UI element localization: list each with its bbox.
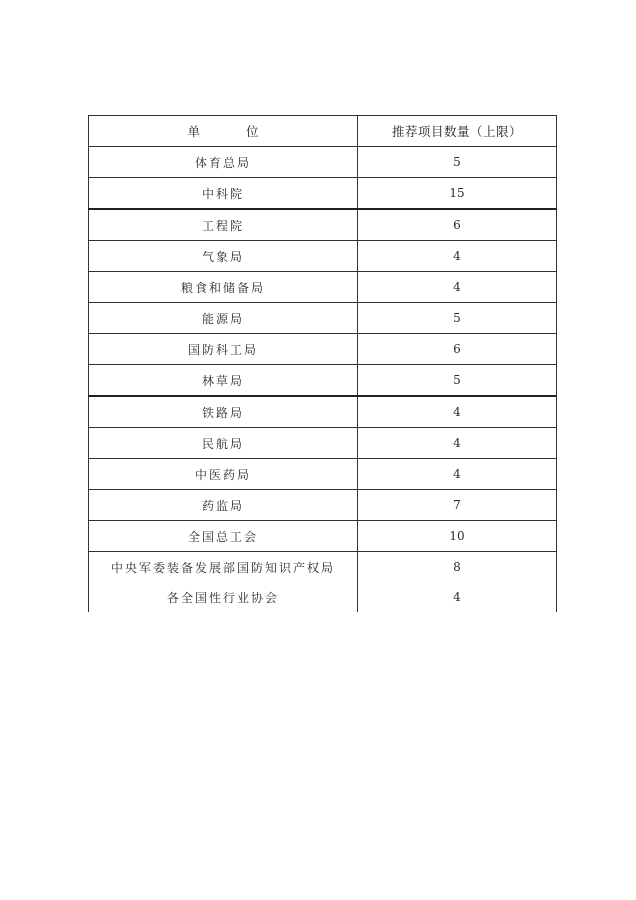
cell-count: 4 [358, 272, 557, 303]
cell-count: 5 [358, 147, 557, 178]
table-row [89, 396, 557, 428]
cell-unit: 全国总工会 [89, 521, 358, 552]
cell-unit: 中医药局 [89, 459, 358, 490]
cell-unit: 工程院 [89, 209, 358, 241]
header-count: 推荐项目数量（上限） [358, 116, 557, 147]
header-unit [89, 116, 358, 147]
cell-unit: 体育总局 [89, 147, 358, 178]
cell-count: 4 [358, 459, 557, 490]
table-row [89, 178, 557, 210]
cell-count: 6 [358, 334, 557, 365]
cell-unit: 民航局 [89, 428, 358, 459]
table-header-row [89, 116, 557, 147]
table-row [89, 582, 557, 612]
cell-unit: 林草局 [89, 365, 358, 397]
table-row [89, 428, 557, 459]
cell-unit: 气象局 [89, 241, 358, 272]
table-row [89, 147, 557, 178]
cell-unit: 中央军委装备发展部国防知识产权局 [89, 552, 358, 583]
cell-unit: 药监局 [89, 490, 358, 521]
table-row [89, 552, 557, 583]
cell-count: 5 [358, 365, 557, 397]
cell-count: 4 [358, 428, 557, 459]
table-row [89, 490, 557, 521]
cell-count: 4 [358, 582, 557, 612]
cell-count: 8 [358, 552, 557, 583]
table-row [89, 334, 557, 365]
cell-count: 7 [358, 490, 557, 521]
cell-count: 4 [358, 241, 557, 272]
header-unit-char-1: 单 [187, 124, 200, 139]
table-row [89, 303, 557, 334]
cell-unit: 能源局 [89, 303, 358, 334]
cell-count: 4 [358, 396, 557, 428]
cell-count: 15 [358, 178, 557, 210]
cell-count: 5 [358, 303, 557, 334]
table-row [89, 459, 557, 490]
cell-unit: 粮食和储备局 [89, 272, 358, 303]
cell-unit: 国防科工局 [89, 334, 358, 365]
table-row [89, 365, 557, 397]
cell-unit: 铁路局 [89, 396, 358, 428]
cell-unit: 中科院 [89, 178, 358, 210]
header-unit-char-2: 位 [246, 124, 259, 139]
table-row [89, 241, 557, 272]
table-row [89, 521, 557, 552]
cell-unit: 各全国性行业协会 [89, 582, 358, 612]
table-row [89, 209, 557, 241]
cell-count: 10 [358, 521, 557, 552]
table-row [89, 272, 557, 303]
cell-count: 6 [358, 209, 557, 241]
recommendation-quota-table [88, 115, 557, 612]
